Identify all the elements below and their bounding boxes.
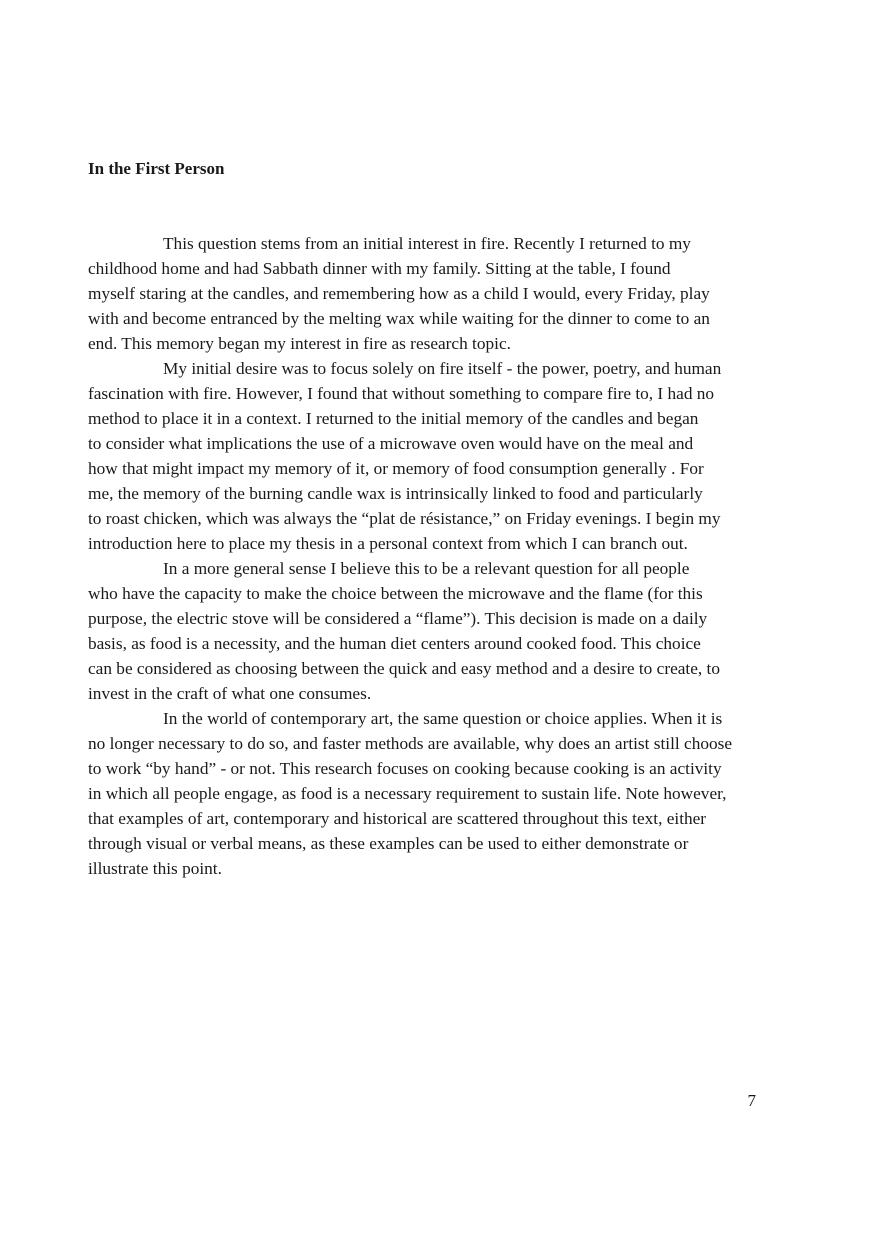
text-line: to consider what implications the use of a microwave oven would have on the meal and — [88, 434, 694, 453]
text-line: method to place it in a context. I returned to the initial memory of the candles and began — [88, 409, 699, 428]
text-line: This question stems from an initial interest in fire. Recently I returned to my — [163, 234, 691, 253]
text-line: childhood home and had Sabbath dinner with my family. Sitting at the table, I found — [88, 259, 671, 278]
text-line: who have the capacity to make the choice between the microwave and the flame (for this — [88, 584, 703, 603]
text-line: can be considered as choosing between the quick and easy method and a desire to create, to — [88, 659, 720, 678]
page-number: 7 — [747, 1091, 756, 1110]
text-line: invest in the craft of what one consumes. — [88, 684, 372, 703]
text-line: fascination with fire. However, I found that without something to compare fire to, I had no — [88, 384, 715, 403]
text-line: illustrate this point. — [88, 859, 222, 878]
text-line: purpose, the electric stove will be considered a “flame”). This decision is made on a daily — [88, 609, 708, 628]
text-line: with and become entranced by the melting wax while waiting for the dinner to come to an — [88, 309, 710, 328]
text-line: In a more general sense I believe this to be a relevant question for all people — [163, 559, 690, 578]
text-line: My initial desire was to focus solely on fire itself - the power, poetry, and human — [163, 359, 722, 378]
text-line: through visual or verbal means, as these examples can be used to either demonstrate or — [88, 834, 689, 853]
text-line: how that might impact my memory of it, or memory of food consumption generally . For — [88, 459, 704, 478]
text-line: to work “by hand” - or not. This research focuses on cooking because cooking is an activity — [88, 759, 722, 778]
section-heading: In the First Person — [88, 159, 225, 178]
text-line: introduction here to place my thesis in a personal context from which I can branch out. — [88, 534, 688, 553]
body-text — [88, 231, 756, 881]
text-line: to roast chicken, which was always the “plat de résistance,” on Friday evenings. I begin my — [88, 509, 721, 528]
text-line: In the world of contemporary art, the same question or choice applies. When it is — [163, 709, 723, 728]
text-line: that examples of art, contemporary and historical are scattered throughout this text, either — [88, 809, 707, 828]
text-line: no longer necessary to do so, and faster methods are available, why does an artist still choose — [88, 734, 733, 753]
text-line: basis, as food is a necessity, and the human diet centers around cooked food. This choice — [88, 634, 701, 653]
text-line: me, the memory of the burning candle wax is intrinsically linked to food and particularly — [88, 484, 703, 503]
text-line: end. This memory began my interest in fire as research topic. — [88, 334, 511, 353]
text-line: myself staring at the candles, and remembering how as a child I would, every Friday, play — [88, 284, 710, 303]
text-line: in which all people engage, as food is a necessary requirement to sustain life. Note however, — [88, 784, 727, 803]
